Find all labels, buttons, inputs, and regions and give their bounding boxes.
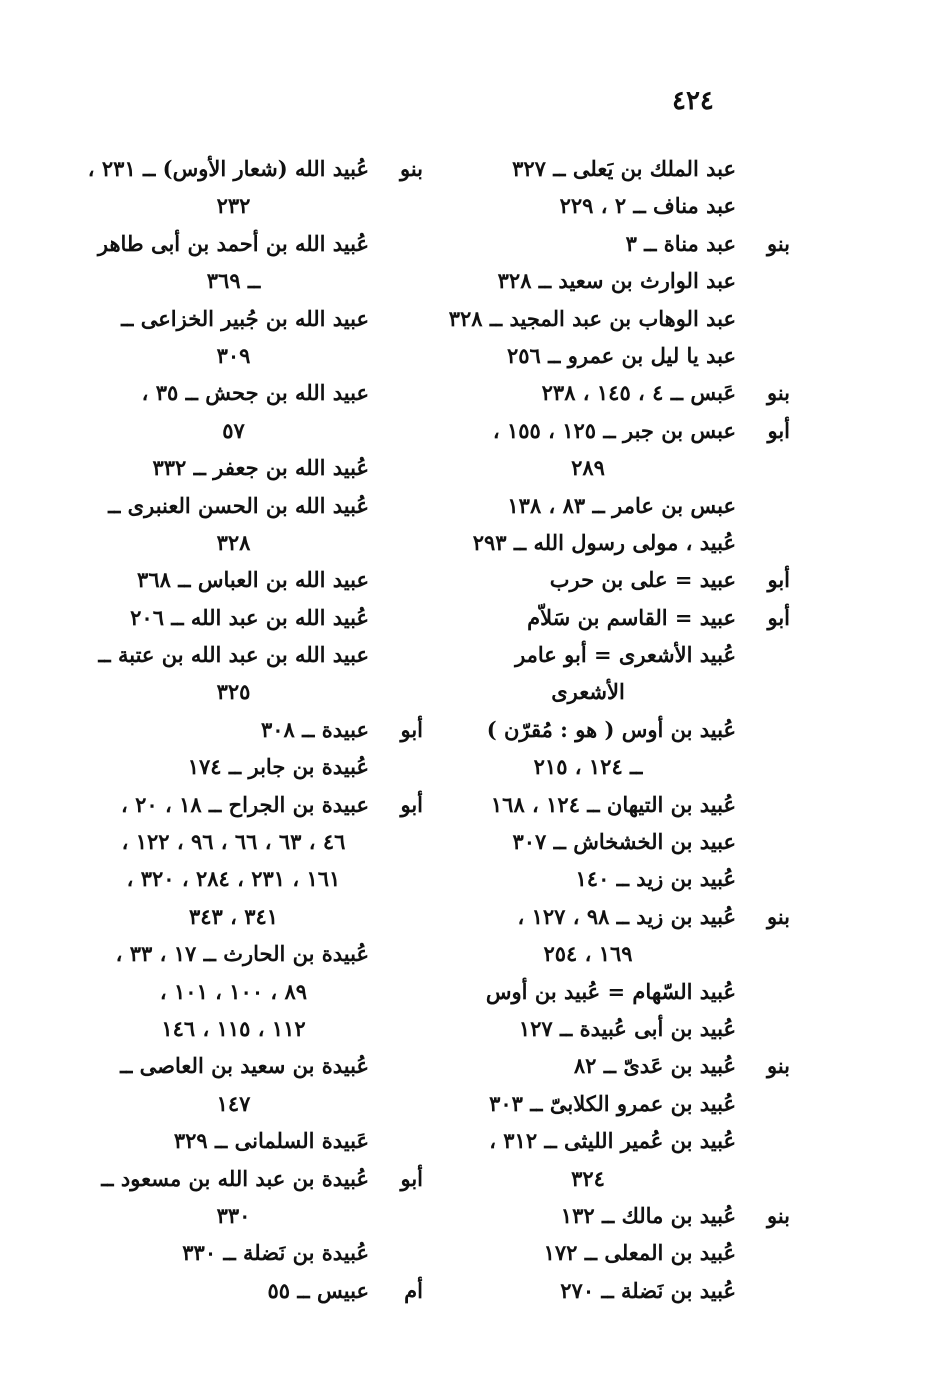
entry-prefix: بنو <box>399 156 423 181</box>
entry-text: عُبيدة بن عبد الله بن مسعود ــ <box>101 1165 369 1191</box>
entry-text: ٣٢٤ <box>571 1165 605 1191</box>
index-entry-continuation <box>440 1160 790 1197</box>
entry-text: عبيس ــ ٥٥ <box>267 1277 369 1303</box>
index-entry-continuation <box>98 823 423 860</box>
entry-text: عُبيد الله بن أحمد بن أبى طاهر <box>97 230 369 256</box>
entry-prefix: أبو <box>767 604 790 630</box>
index-entry <box>440 1010 790 1047</box>
entry-text: عُبيد بن عَدىّ ــ ٨٢ <box>573 1053 736 1079</box>
entry-text: ١١٢ ، ١١٥ ، ١٤٦ <box>161 1015 306 1041</box>
entry-text: عبس بن جبر ــ ١٢٥ ، ١٥٥ ، <box>492 417 736 443</box>
entry-text: ٣٢٥ <box>216 679 251 705</box>
index-entry <box>98 1122 423 1159</box>
index-entry <box>440 1047 790 1084</box>
index-entry <box>440 262 790 299</box>
index-entry-continuation <box>98 187 423 224</box>
index-entry-continuation <box>98 337 423 374</box>
index-entry <box>440 225 790 262</box>
entry-text: ٢٨٩ <box>571 455 605 481</box>
index-entry <box>440 1197 790 1234</box>
entry-text: عبيد الله بن جُبير الخزاعى ــ <box>121 305 369 331</box>
index-entry <box>440 412 790 449</box>
entry-prefix: بنو <box>766 230 790 256</box>
index-entry-continuation <box>440 449 790 486</box>
index-entry-continuation <box>440 748 790 785</box>
entry-text: عُبيد ، مولى رسول الله ــ ٢٩٣ <box>472 529 736 555</box>
index-entry <box>98 487 423 524</box>
index-column-right <box>440 150 790 1309</box>
index-entry <box>440 786 790 823</box>
entry-text: ــ ٣٦٩ <box>206 268 261 294</box>
index-entry-continuation <box>98 673 423 710</box>
entry-text: عَبيدة السلمانى ــ ٣٢٩ <box>173 1128 369 1154</box>
entry-text: عُبيدة بن نَضلة ــ ٣٣٠ <box>182 1240 369 1266</box>
entry-prefix: بنو <box>766 380 790 406</box>
index-entry <box>440 823 790 860</box>
entry-prefix: أبو <box>400 791 423 817</box>
entry-text: عُبيد السّهام = عُبيد بن أوس <box>485 978 736 1004</box>
entry-text: ٣٤١ ، ٣٤٣ <box>188 903 279 929</box>
entry-prefix: بنو <box>766 903 790 929</box>
index-entry <box>440 561 790 598</box>
entry-text: عُبيد بن أوس ( هو : مُقرّن ) <box>486 716 736 742</box>
entry-text: عُبيد بن نَضلة ــ ٢٧٠ <box>560 1277 736 1303</box>
index-entry <box>440 636 790 673</box>
entry-text: عُبيد الأشعرى = أبو عامر <box>515 642 736 668</box>
index-entry <box>98 636 423 673</box>
entry-text: عبيد بن الخشخاش ــ ٣٠٧ <box>512 829 736 855</box>
entry-text: الأشعرى <box>551 679 625 705</box>
index-entry <box>98 300 423 337</box>
entry-text: ٣٠٩ <box>216 342 251 368</box>
index-entry <box>98 786 423 823</box>
entry-text: عُبيد بن التيهان ــ ١٢٤ ، ١٦٨ <box>490 791 736 817</box>
entry-text: عُبيد بن عُمير الليثى ــ ٣١٢ ، <box>489 1128 736 1154</box>
index-entry-continuation <box>98 1010 423 1047</box>
entry-prefix: أبو <box>400 716 423 742</box>
entry-text: عُبيد بن عمرو الكلابىّ ــ ٣٠٣ <box>489 1090 736 1116</box>
index-entry <box>440 1234 790 1271</box>
index-entry <box>440 1085 790 1122</box>
index-entry-continuation <box>98 262 423 299</box>
entry-text: عُبيد الله بن الحسن العنبرى ــ <box>108 492 369 518</box>
entry-text: عبد يا ليل بن عمرو ــ ٢٥٦ <box>506 342 736 368</box>
index-entry-continuation <box>98 1085 423 1122</box>
index-entry <box>98 1047 423 1084</box>
entry-text: عُبيد الله بن عبد الله ــ ٢٠٦ <box>130 604 369 630</box>
index-entry <box>440 860 790 897</box>
entry-text: عبد مناف ــ ٢ ، ٢٢٩ <box>559 193 736 219</box>
entry-text: عُبيد بن مالك ــ ١٣٢ <box>560 1202 736 1228</box>
entry-text: عبس بن عامر ــ ٨٣ ، ١٣٨ <box>507 492 736 518</box>
index-column-left <box>87 150 423 1309</box>
index-entry <box>98 561 423 598</box>
index-entry <box>98 1234 423 1271</box>
entry-text: ٣٢٨ <box>216 529 251 555</box>
index-entry-continuation <box>98 860 423 897</box>
index-entry-continuation <box>440 673 790 710</box>
entry-text: ٢٣٢ <box>216 193 251 219</box>
index-entry-continuation <box>440 935 790 972</box>
entry-text: عُبيدة بن الحارث ــ ١٧ ، ٣٣ ، <box>115 941 369 967</box>
entry-prefix: أبو <box>767 567 790 593</box>
index-entry <box>98 711 423 748</box>
entry-text: عبيد = القاسم بن سَلاّم <box>527 604 736 630</box>
entry-text: عبد الوهاب بن عبد المجيد ــ ٣٢٨ <box>448 305 736 331</box>
index-entry <box>440 711 790 748</box>
index-entry <box>440 487 790 524</box>
index-entry <box>440 1272 790 1309</box>
index-entry <box>440 300 790 337</box>
entry-text: عبيدة بن الجراح ــ ١٨ ، ٢٠ ، <box>121 791 369 817</box>
entry-text: عُبيد بن أبى عُبيدة ــ ١٢٧ <box>518 1015 736 1041</box>
index-entry-continuation <box>98 412 423 449</box>
index-entry <box>440 337 790 374</box>
entry-text: عُبيد الله بن جعفر ــ ٣٣٢ <box>152 455 369 481</box>
entry-text: عبيد الله بن عبد الله بن عتبة ــ <box>98 642 369 668</box>
index-entry-continuation <box>98 524 423 561</box>
entry-prefix: أبو <box>767 417 790 443</box>
entry-text: عبيد الله بن جحش ــ ٣٥ ، <box>141 380 369 406</box>
entry-text: عُبيد الله (شعار الأوس) ــ ٢٣١ ، <box>87 156 369 181</box>
entry-text: ١٤٧ <box>216 1090 251 1116</box>
entry-prefix: بنو <box>766 1053 790 1079</box>
index-entry <box>98 599 423 636</box>
entry-text: عُبيدة بن جابر ــ ١٧٤ <box>187 754 369 780</box>
index-entry <box>440 599 790 636</box>
entry-text: ٣٣٠ <box>216 1202 251 1228</box>
index-entry <box>98 1272 423 1309</box>
entry-text: عَبس ــ ٤ ، ١٤٥ ، ٢٣٨ <box>541 380 736 406</box>
entry-text: عُبيد بن المعلى ــ ١٧٢ <box>543 1240 736 1266</box>
index-entry <box>440 1122 790 1159</box>
entry-text: عبيدة ــ ٣٠٨ <box>261 716 369 742</box>
index-entry <box>98 449 423 486</box>
entry-text: ٤٦ ، ٦٣ ، ٦٦ ، ٩٦ ، ١٢٢ ، <box>121 829 346 855</box>
entry-text: عبيد الله بن العباس ــ ٣٦٨ <box>137 567 369 593</box>
index-entry <box>440 187 790 224</box>
entry-text: عبد الوارث بن سعيد ــ ٣٢٨ <box>497 268 736 294</box>
index-entry <box>440 973 790 1010</box>
index-entry <box>98 225 423 262</box>
entry-prefix: أبو <box>400 1165 423 1191</box>
index-entry <box>87 150 423 187</box>
entry-text: ٥٧ <box>222 417 245 443</box>
index-entry <box>98 374 423 411</box>
index-entry-continuation <box>98 1197 423 1234</box>
entry-text: عُبيد بن زيد ــ ٩٨ ، ١٢٧ ، <box>517 903 736 929</box>
entry-text: ١٦١ ، ٢٣١ ، ٢٨٤ ، ٣٢٠ ، <box>126 866 341 892</box>
index-entry-continuation <box>98 973 423 1010</box>
index-entry <box>98 1160 423 1197</box>
index-entry <box>440 374 790 411</box>
index-entry-continuation <box>98 898 423 935</box>
entry-text: عبد مناة ــ ٣ <box>625 230 736 256</box>
index-entry <box>440 898 790 935</box>
entry-text: ١٦٩ ، ٢٥٤ <box>543 941 633 967</box>
index-entry <box>98 748 423 785</box>
entry-text: عُبيدة بن سعيد بن العاصى ــ <box>120 1053 369 1079</box>
entry-text: عبيد = على بن حرب <box>549 567 736 593</box>
page-number: ٤٢٤ <box>672 86 714 116</box>
entry-prefix: بنو <box>766 1202 790 1228</box>
index-entry <box>98 935 423 972</box>
entry-text: ــ ١٢٤ ، ٢١٥ <box>533 754 643 780</box>
entry-text: عبد الملك بن يَعلى ــ ٣٢٧ <box>512 156 736 181</box>
entry-text: ٨٩ ، ١٠٠ ، ١٠١ ، <box>159 978 308 1004</box>
entry-prefix: أم <box>404 1277 423 1303</box>
index-entry <box>440 524 790 561</box>
entry-text: عُبيد بن زيد ــ ١٤٠ <box>575 866 736 892</box>
index-entry <box>440 150 790 187</box>
